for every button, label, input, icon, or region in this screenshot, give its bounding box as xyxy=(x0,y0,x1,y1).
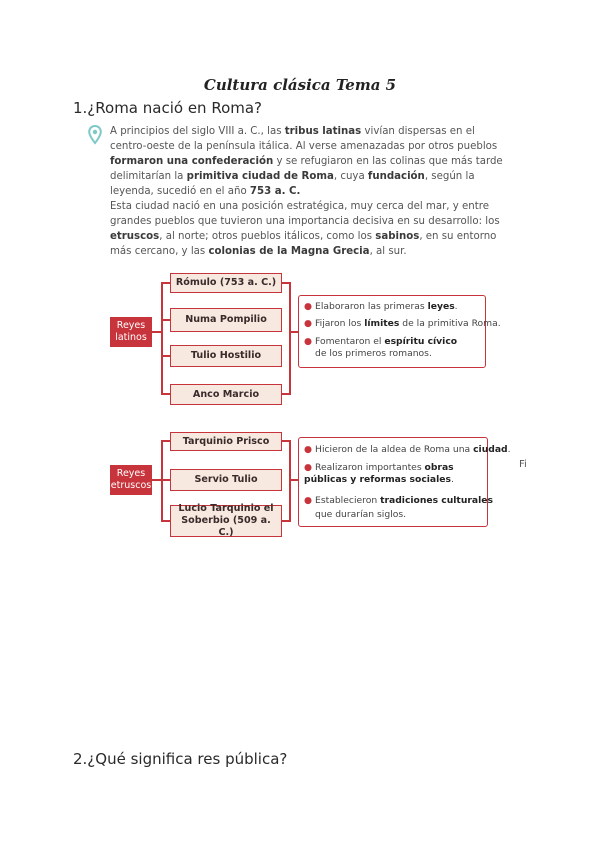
paragraph-2: Esta ciudad nació en una posición estratégica, muy cerca del mar, y entre grandes pueblos que tuvieron una importancia decisiva en su desarrollo: los etruscos, al norte; otros pueblos itálicos, como los sabinos, en su entorno más cercano, y las colonias de la Magna Grecia, al sur. xyxy=(110,201,500,257)
fact-item: ● Hicieron de la aldea de Roma una ciudad. xyxy=(304,444,511,455)
fact-item: ● Fijaron los límites de la primitiva Roma. xyxy=(304,318,501,329)
fact-item-continuation: que durarían siglos. xyxy=(315,509,407,520)
connector xyxy=(289,440,291,522)
group-label-reyes-etruscos: Reyes etruscos xyxy=(110,465,152,495)
king-box: Rómulo (753 a. C.) xyxy=(170,273,282,293)
connector xyxy=(290,331,298,333)
connector xyxy=(161,479,170,481)
connector xyxy=(290,479,298,481)
connector xyxy=(161,282,170,284)
fact-item: ● Realizaron importantes obras públicas y reformas sociales. xyxy=(304,462,454,485)
location-pin-icon xyxy=(88,125,102,145)
fact-item: ● Elaboraron las primeras leyes. xyxy=(304,301,458,312)
king-box: Lucio Tarquinio el Soberbio (509 a. C.) xyxy=(170,505,282,537)
section-1-heading: 1.¿Roma nació en Roma? xyxy=(73,99,263,117)
connector xyxy=(161,319,170,321)
connector xyxy=(161,282,163,394)
king-box: Anco Marcio xyxy=(170,384,282,405)
connector xyxy=(161,440,170,442)
fact-item: ● Establecieron tradiciones culturales xyxy=(304,495,493,506)
connector xyxy=(289,282,291,395)
section-2-heading: 2.¿Qué significa res pública? xyxy=(73,750,288,768)
connector xyxy=(161,440,163,522)
king-box: Servio Tulio xyxy=(170,469,282,491)
king-box: Tulio Hostilio xyxy=(170,345,282,367)
connector xyxy=(161,355,170,357)
king-box: Numa Pompilio xyxy=(170,308,282,332)
king-box: Tarquinio Prisco xyxy=(170,432,282,451)
fact-item-continuation: de los primeros romanos. xyxy=(315,348,432,359)
side-note: Fi xyxy=(519,459,527,470)
connector xyxy=(161,520,170,522)
page-title: Cultura clásica Tema 5 xyxy=(203,76,397,94)
connector xyxy=(161,393,170,395)
group-label-reyes-latinos: Reyes latinos xyxy=(110,317,152,347)
paragraph-1: A principios del siglo VIII a. C., las tribus latinas vivían dispersas en el centro-oeste de la península itálica. Al verse amenazadas por otros pueblos formaron una confederación y se refugiaron en las colinas que más tarde delimitarían la primitiva ciudad de Roma, cuya fundación, según la leyenda, sucedió en el año 753 a. C. xyxy=(110,126,503,197)
fact-item: ● Fomentaron el espíritu cívico xyxy=(304,336,458,347)
